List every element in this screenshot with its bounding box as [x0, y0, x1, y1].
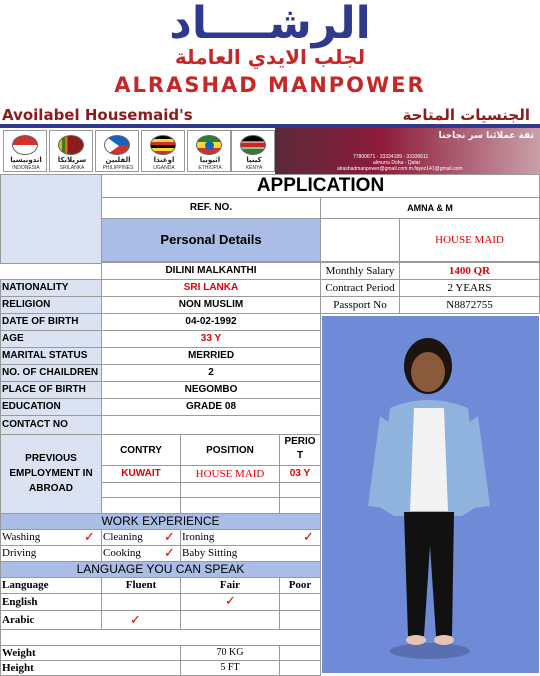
check-icon: ✓ [164, 545, 175, 560]
flag-label-ar: الفلبين [105, 156, 131, 164]
previous-position: HOUSE MAID [195, 468, 265, 480]
slogan-arabic: ثقة عملائنا سر نجاحنا [438, 131, 534, 141]
country-column-header: CONTRY [120, 445, 162, 456]
religion-label: RELIGION [2, 299, 51, 310]
weight-label: Weight [2, 647, 36, 659]
flag-label-en: ETHIOPIA [198, 165, 222, 171]
children-value: 2 [208, 367, 214, 378]
poor-column-header: Poor [288, 579, 312, 591]
contract-period-value: 2 YEARS [447, 282, 492, 294]
height-value: 5 FT [220, 662, 240, 673]
blank-cell [320, 218, 400, 262]
skill-cooking: Cooking [103, 547, 141, 559]
fair-column-header: Fair [219, 579, 241, 591]
fluent-column-header: Fluent [125, 579, 157, 591]
candidate-name: DILINI MALKANTHI [165, 265, 257, 276]
candidate-photo [322, 316, 539, 673]
flag-card-uganda [141, 130, 185, 172]
flag-label-en: INDONESIA [12, 165, 40, 171]
language-arabic: Arabic [2, 614, 35, 626]
contact-no-label: CONTACT NO [2, 419, 68, 430]
previous-country: KUWAIT [121, 468, 161, 479]
marital-status-value: MERRIED [187, 350, 235, 361]
rating-cell [101, 610, 181, 630]
place-of-birth-label: PLACE OF BIRTH [2, 384, 86, 395]
flag-label-ar: كينيا [246, 156, 262, 164]
position-column-header: POSITION [206, 445, 254, 456]
check-icon: ✓ [84, 529, 95, 544]
monthly-salary-label: Monthly Salary [325, 265, 395, 277]
flag-label-en: PHILIPPINES [102, 165, 134, 171]
flag-label-ar: سريلانكا [57, 156, 87, 164]
page-title: APPLICATION [256, 175, 385, 196]
blank-cell [180, 482, 280, 498]
date-of-birth-value: 04-02-1992 [185, 316, 237, 327]
age-value: 33 Y [200, 333, 222, 344]
monthly-salary-value: 1400 QR [448, 265, 491, 277]
nationality-label: NATIONALITY [2, 282, 69, 293]
previous-period: 03 Y [289, 468, 311, 479]
flag-label-ar: اوغندا [153, 156, 175, 164]
nationality-value: SRI LANKA [183, 282, 239, 293]
previous-employment-label-1: PREVIOUS [25, 453, 77, 464]
kenya-flag-icon [240, 135, 266, 155]
height-label: Height [2, 662, 34, 674]
position-applied: HOUSE MAID [435, 234, 504, 246]
blank-cell [279, 482, 321, 498]
ref-no-value: AMNA & M [407, 203, 453, 213]
check-icon: ✓ [303, 529, 314, 544]
skill-cleaning: Cleaning [103, 531, 143, 543]
language-english: English [2, 596, 38, 608]
uganda-flag-icon [150, 135, 176, 155]
flag-label-en: SRILANKA [59, 165, 85, 171]
flag-card-srilanka [49, 130, 93, 172]
ref-no-label: REF. NO. [189, 202, 233, 213]
blank-cell [279, 497, 321, 514]
contact-banner [275, 128, 540, 174]
previous-employment-label-3: ABROAD [29, 483, 73, 494]
work-experience-heading: WORK EXPERIENCE [101, 514, 220, 528]
available-nationalities-arabic: الجنسيات المتاحة [402, 106, 530, 124]
check-icon: ✓ [130, 612, 141, 627]
flag-card-kenya [231, 130, 275, 172]
candidate-figure-illustration [322, 316, 539, 673]
date-of-birth-label: DATE OF BIRTH [2, 316, 79, 327]
languages-heading: LANGUAGE YOU CAN SPEAK [76, 562, 245, 576]
srilanka-flag-icon [58, 135, 84, 155]
logo-english: ALRASHAD MANPOWER [114, 73, 426, 97]
philippines-flag-icon [104, 135, 130, 155]
skill-driving: Driving [2, 547, 37, 559]
flag-card-philippines [95, 130, 139, 172]
flag-label-en: UGANDA [153, 165, 175, 171]
available-housemaids-english: Avoilabel Housemaid's [2, 106, 193, 124]
value-cell [101, 415, 321, 435]
blank-cell [101, 497, 181, 514]
contract-period-label: Contract Period [325, 282, 395, 294]
blank-cell [180, 497, 280, 514]
blank-cell [0, 174, 102, 264]
skill-ironing: Ironing [182, 531, 215, 543]
personal-details-heading: Personal Details [160, 232, 262, 247]
check-icon: ✓ [225, 593, 236, 608]
blank-cell [279, 645, 321, 661]
rating-cell [279, 610, 321, 630]
rating-cell [279, 593, 321, 611]
flag-label-en: KENYA [245, 165, 263, 171]
weight-value: 70 KG [216, 647, 244, 658]
nationality-flags [0, 128, 275, 174]
blank-cell [279, 660, 321, 676]
ethiopia-flag-icon [196, 135, 222, 155]
blank-cell [101, 482, 181, 498]
skill-washing: Washing [2, 531, 41, 543]
check-icon: ✓ [164, 529, 175, 544]
marital-status-label: MARITAL STATUS [2, 350, 88, 361]
age-label: AGE [2, 333, 24, 344]
skill-baby-sitting: Baby Sitting [182, 547, 238, 559]
education-label: EDUCATION [2, 401, 61, 412]
contact-email: alrashadmanpower@gmail.com m.fayez141@gmail.com [337, 166, 463, 172]
contact-address: almurra Doha - Qatar [373, 160, 421, 166]
indonesia-flag-icon [12, 135, 38, 155]
passport-label: Passport No [333, 299, 387, 311]
contact-phones: 77800671 - 33334189 - 33330611 [353, 154, 429, 160]
rating-cell [101, 593, 181, 611]
passport-value: N8872755 [446, 299, 493, 311]
blank-row [0, 629, 321, 646]
place-of-birth-value: NEGOMBO [184, 384, 238, 395]
previous-employment-label-2: EMPLOYMENT IN [9, 468, 93, 479]
flag-card-indonesia [3, 130, 47, 172]
rating-cell [180, 610, 280, 630]
education-value: GRADE 08 [185, 401, 236, 412]
flag-label-ar: اثيوبيا [199, 156, 221, 164]
flag-label-ar: اندونيسيا [10, 156, 42, 164]
period-column-header-2: T [296, 450, 304, 461]
language-column-header: Language [2, 579, 49, 591]
period-column-header: PERIO [284, 436, 316, 447]
logo-arabic: الرشــــاد [169, 0, 371, 49]
logo-subtitle-arabic: لجلب الايدي العاملة [174, 45, 366, 69]
flag-card-ethiopia [187, 130, 231, 172]
children-label: NO. OF CHAILDREN [2, 367, 99, 378]
religion-value: NON MUSLIM [178, 299, 244, 310]
